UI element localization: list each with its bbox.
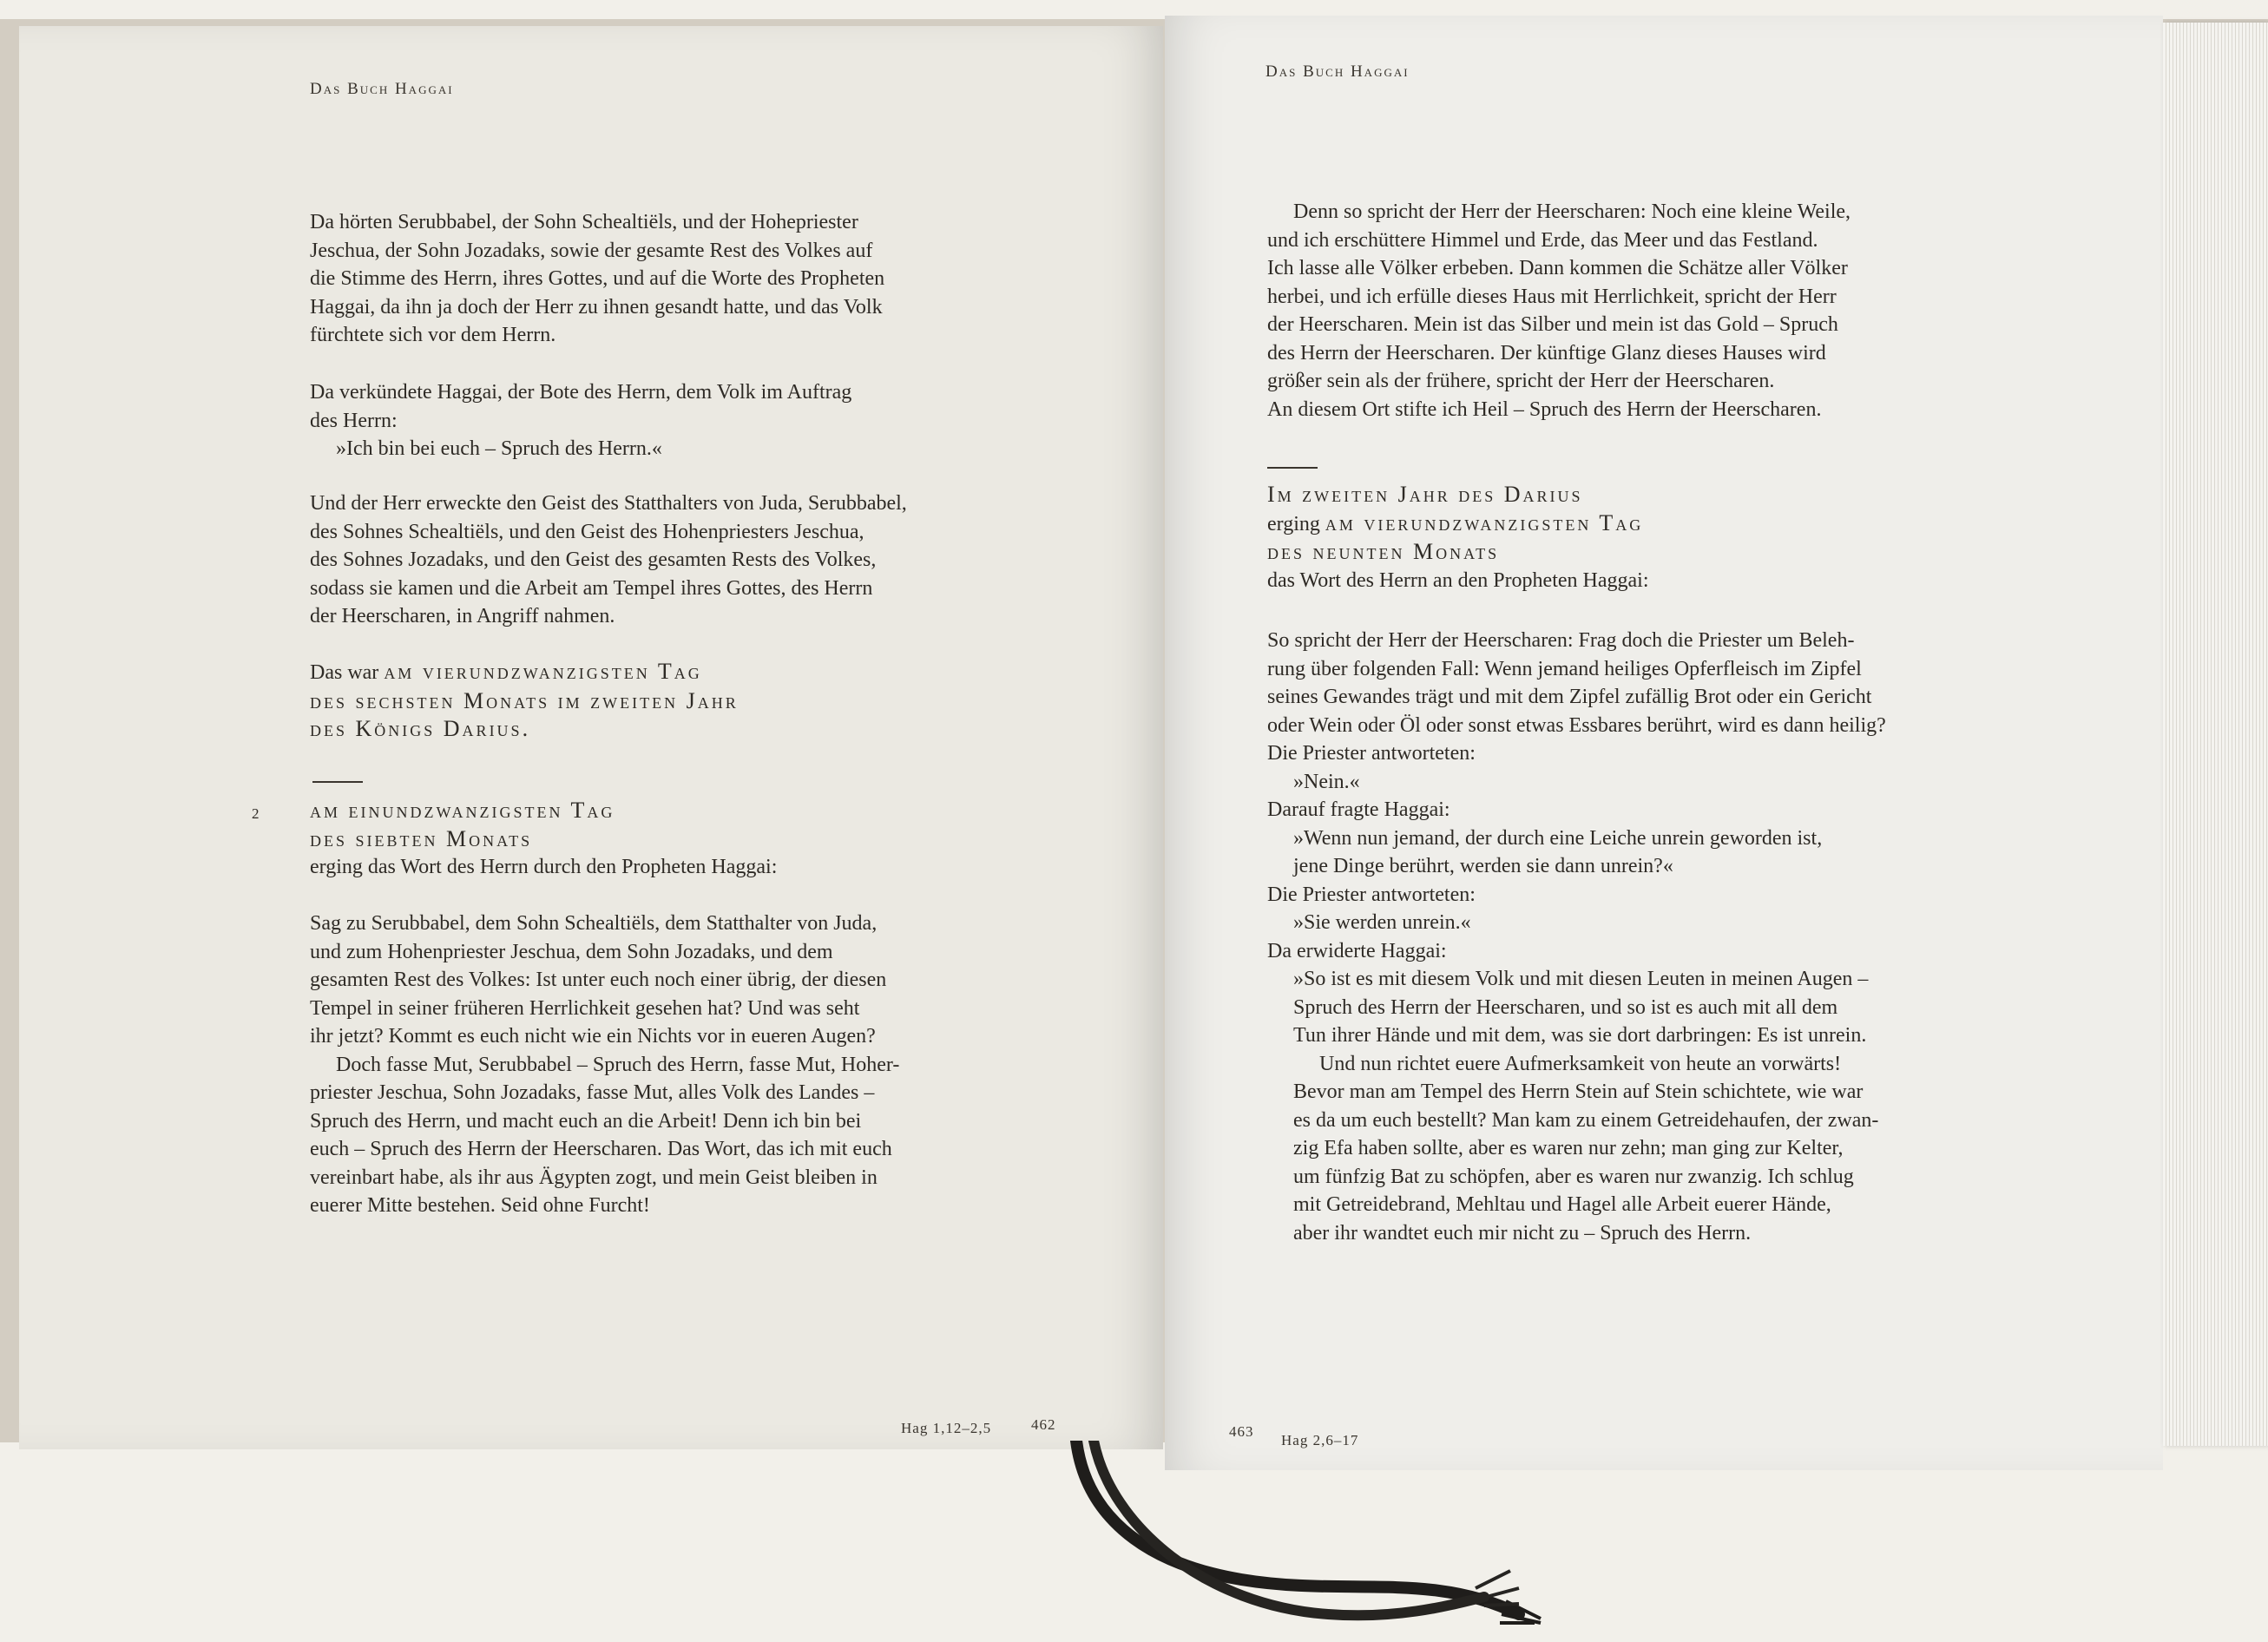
- left-section-heading: [310, 797, 1004, 882]
- text-line: euerer Mitte bestehen. Seid ohne Furcht!: [310, 1194, 650, 1217]
- dialogue-speaker-line: Darauf fragte Haggai:: [1267, 798, 1450, 821]
- left-date-line: [310, 658, 1004, 744]
- text-line: Da hörten Serubbabel, der Sohn Schealtiëls, und der Hohepriester: [310, 211, 858, 233]
- left-footer-reference: Hag 1,12–2,5: [901, 1420, 992, 1436]
- dialogue-quote-line: Und nun richtet euere Aufmerksamkeit von heute an vorwärts!: [1319, 1052, 1842, 1075]
- right-footer-reference: Hag 2,6–17: [1281, 1432, 1359, 1448]
- dialogue-quote-line: »Sie werden unrein.«: [1293, 911, 1471, 934]
- heading-line-1: am einundzwanzigsten Tag: [310, 798, 615, 823]
- text-line: Sag zu Serubbabel, dem Sohn Schealtiëls, dem Statthalter von Juda,: [310, 912, 878, 935]
- date-prefix: Das war: [310, 661, 379, 684]
- right-running-header: Das Buch Haggai: [1265, 62, 1410, 81]
- text-line: größer sein als der frühere, spricht der Herr der Heerscharen.: [1267, 370, 1775, 392]
- dialogue-quote-line: Bevor man am Tempel des Herrn Stein auf Stein schichtete, wie war: [1293, 1080, 1864, 1103]
- chapter-number: 2: [252, 805, 260, 822]
- text-line: Denn so spricht der Herr der Heerscharen: Noch eine kleine Weile,: [1293, 200, 1851, 223]
- heading-line-3: des neunten Monats: [1267, 539, 1500, 564]
- left-paragraph-3: [310, 489, 970, 631]
- section-rule: [312, 781, 363, 783]
- text-line: des Sohnes Schealtiëls, und den Geist des Hohenpriesters Jeschua,: [310, 520, 864, 543]
- heading-sub: das Wort des Herrn an den Propheten Haggai:: [1267, 568, 1649, 592]
- text-line: fürchtete sich vor dem Herrn.: [310, 324, 556, 346]
- text-line: Spruch des Herrn, und macht euch an die Arbeit! Denn ich bin bei: [310, 1109, 862, 1133]
- left-body-1: [310, 910, 970, 1220]
- text-line: der Heerscharen. Mein ist das Silber und mein ist das Gold – Spruch: [1267, 313, 1838, 336]
- text-line: die Stimme des Herrn, ihres Gottes, und auf die Worte des Propheten: [310, 267, 885, 290]
- text-line: oder Wein oder Öl oder sonst etwas Essbares berührt, wird es dann heilig?: [1267, 713, 1886, 737]
- text-line: Doch fasse Mut, Serubbabel – Spruch des Herrn, fasse Mut, Hoher-: [336, 1053, 900, 1076]
- text-line: herbei, und ich erfülle dieses Haus mit Herrlichkeit, spricht der Herr: [1267, 285, 1837, 308]
- text-line: ihr jetzt? Kommt es euch nicht wie ein Nichts vor in eueren Augen?: [310, 1025, 876, 1048]
- left-running-header: Das Buch Haggai: [310, 80, 454, 98]
- dialogue-quote-line: aber ihr wandtet euch mir nicht zu – Spruch des Herrn.: [1293, 1221, 1752, 1245]
- dialogue-quote-line: um fünfzig Bat zu schöpfen, aber es waren nur zwanzig. Ich schlug: [1293, 1165, 1854, 1188]
- text-line: seines Gewandes trägt und mit dem Zipfel zufällig Brot oder ein Gericht: [1267, 686, 1872, 708]
- text-line: Ich lasse alle Völker erbeben. Dann kommen die Schätze aller Völker: [1267, 257, 1848, 279]
- dialogue-speaker-line: Da erwiderte Haggai:: [1267, 939, 1447, 962]
- date-line-3: des Königs Darius.: [310, 716, 531, 741]
- text-line: Tempel in seiner früheren Herrlichkeit gesehen hat? Und was seht: [310, 996, 860, 1020]
- text-line: sodass sie kamen und die Arbeit am Tempel ihres Gottes, des Herrn: [310, 576, 873, 600]
- right-body: [1267, 627, 1953, 1247]
- text-line: Und der Herr erweckte den Geist des Statthalters von Juda, Serubbabel,: [310, 492, 907, 515]
- text-line: So spricht der Herr der Heerscharen: Frag doch die Priester um Beleh-: [1267, 629, 1855, 652]
- text-line: des Herrn der Heerscharen. Der künftige Glanz dieses Hauses wird: [1267, 341, 1826, 365]
- right-intro: [1267, 198, 1927, 424]
- heading-line-2: des siebten Monats: [310, 825, 533, 851]
- text-line: Jeschua, der Sohn Jozadaks, sowie der gesamte Rest des Volkes auf: [310, 239, 873, 262]
- text-line: rung über folgenden Fall: Wenn jemand heiliges Opferfleisch im Zipfel: [1267, 657, 1862, 680]
- text-line: euch – Spruch des Herrn der Heerscharen. Das Wort, das ich mit euch: [310, 1138, 892, 1160]
- date-line-1: am vierundzwanzigsten Tag: [384, 659, 702, 684]
- quote-line: »Ich bin bei euch – Spruch des Herrn.«: [336, 437, 662, 460]
- text-line: priester Jeschua, Sohn Jozadaks, fasse Mut, alles Volk des Landes –: [310, 1081, 875, 1104]
- text-line: An diesem Ort stifte ich Heil – Spruch des Herrn der Heerscharen.: [1267, 397, 1822, 421]
- text-line: des Sohnes Jozadaks, und den Geist des gesamten Rests des Volkes,: [310, 548, 877, 571]
- text-line: der Heerscharen, in Angriff nahmen.: [310, 605, 615, 627]
- text-line: Haggai, da ihn ja doch der Herr zu ihnen gesandt hatte, und das Volk: [310, 295, 883, 319]
- text-line: und ich erschüttere Himmel und Erde, das Meer und das Festland.: [1267, 228, 1818, 252]
- dialogue-quote-line: »So ist es mit diesem Volk und mit diesen Leuten in meinen Augen –: [1293, 968, 1869, 990]
- dialogue-quote-line: zig Efa haben sollte, aber es waren nur zehn; man ging zur Kelter,: [1293, 1137, 1844, 1159]
- text-line: vereinbart habe, als ihr aus Ägypten zogt, und mein Geist bleiben in: [310, 1166, 878, 1189]
- dialogue-quote-line: »Nein.«: [1293, 770, 1360, 793]
- right-section-heading: [1267, 481, 1962, 594]
- heading-sub: erging das Wort des Herrn durch den Propheten Haggai:: [310, 856, 778, 878]
- dialogue-quote-line: mit Getreidebrand, Mehltau und Hagel alle Arbeit euerer Hände,: [1293, 1193, 1831, 1216]
- dialogue-quote-line: Spruch des Herrn der Heerscharen, und so ist es auch mit all dem: [1293, 995, 1838, 1019]
- left-paragraph-2: [310, 378, 970, 463]
- page-edges: [2163, 23, 2268, 1446]
- date-line-2: des sechsten Monats im zweiten Jahr: [310, 687, 739, 713]
- dialogue-quote-line: Tun ihrer Hände und mit dem, was sie dort darbringen: Es ist unrein.: [1293, 1024, 1867, 1047]
- text-line: und zum Hohenpriester Jeschua, dem Sohn Jozadaks, und dem: [310, 940, 833, 963]
- dialogue-block: [1267, 739, 1953, 1247]
- right-page-number: 463: [1229, 1423, 1254, 1440]
- left-paragraph-1: [310, 208, 970, 350]
- bookmark-ribbon: [1068, 1441, 1588, 1642]
- left-page-number: 462: [1031, 1416, 1056, 1433]
- section-rule: [1267, 467, 1318, 469]
- heading-line-1: Im zweiten Jahr des Darius: [1267, 482, 1583, 507]
- text-line: gesamten Rest des Volkes: Ist unter euch noch einer übrig, der diesen: [310, 969, 887, 991]
- text-line: Da verkündete Haggai, der Bote des Herrn, dem Volk im Auftrag: [310, 381, 852, 404]
- heading-prefix: erging: [1267, 512, 1320, 535]
- dialogue-speaker-line: Die Priester antworteten:: [1267, 742, 1476, 765]
- dialogue-quote-line: »Wenn nun jemand, der durch eine Leiche unrein geworden ist,: [1293, 826, 1823, 850]
- heading-line-2: am vierundzwanzigsten Tag: [1325, 509, 1644, 535]
- dialogue-quote-line: jene Dinge berührt, werden sie dann unrein?«: [1293, 855, 1673, 877]
- text-line: des Herrn:: [310, 409, 398, 432]
- dialogue-speaker-line: Die Priester antworteten:: [1267, 883, 1476, 906]
- dialogue-quote-line: es da um euch bestellt? Man kam zu einem Getreidehaufen, der zwan-: [1293, 1108, 1879, 1132]
